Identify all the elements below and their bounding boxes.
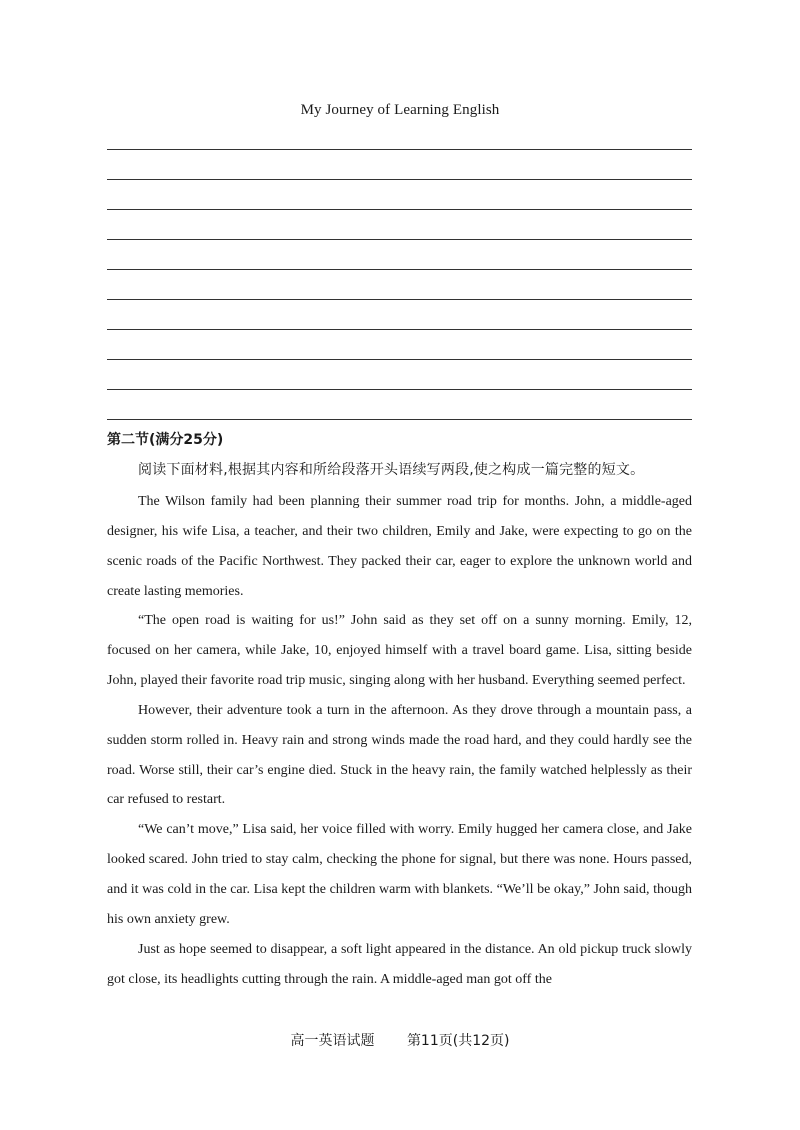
section-instruction: 阅读下面材料,根据其内容和所给段落开头语续写两段,使之构成一篇完整的短文。 bbox=[138, 462, 645, 478]
page-footer bbox=[0, 1030, 800, 1050]
writing-line bbox=[107, 209, 692, 210]
footer-page-number: 第11页(共12页) bbox=[406, 1033, 510, 1049]
writing-line bbox=[107, 329, 692, 330]
footer-subject: 高一英语试题 bbox=[290, 1033, 375, 1049]
passage-paragraph: “We can’t move,” Lisa said, her voice filled with worry. Emily hugged her camera close, and Jake looked scared. John tried to stay calm, checking the phone for signal, but there was none. Hours passed, and it was cold in the car. Lisa kept the children warm with blankets. “We’ll be okay,” John said, though his own anxiety grew. bbox=[107, 822, 692, 927]
writing-line bbox=[107, 269, 692, 270]
writing-line bbox=[107, 179, 692, 180]
essay-title: My Journey of Learning English bbox=[300, 102, 500, 118]
writing-line bbox=[107, 359, 692, 360]
writing-line bbox=[107, 239, 692, 240]
passage-paragraph: “The open road is waiting for us!” John said as they set off on a sunny morning. Emily, 12, focused on her camera, while Jake, 10, enjoyed himself with a travel board game. Lisa, sitting beside John, played their favorite road trip music, singing along with her husband. Everything seemed perfect. bbox=[107, 613, 692, 689]
passage-paragraph: The Wilson family had been planning their summer road trip for months. John, a middle-aged designer, his wife Lisa, a teacher, and their two children, Emily and Jake, were expecting to go on the scenic roads of the Pacific Northwest. They packed their car, eager to explore the unknown world and create lasting memories. bbox=[107, 494, 692, 599]
writing-line bbox=[107, 149, 692, 150]
writing-line bbox=[107, 299, 692, 300]
writing-line bbox=[107, 389, 692, 390]
section-heading: 第二节(满分25分) bbox=[107, 432, 224, 448]
passage-paragraph: Just as hope seemed to disappear, a soft light appeared in the distance. An old pickup truck slowly got close, its headlights cutting through the rain. A middle-aged man got off the bbox=[107, 941, 692, 987]
reading-passage bbox=[107, 487, 692, 994]
passage-paragraph: However, their adventure took a turn in the afternoon. As they drove through a mountain pass, a sudden storm rolled in. Heavy rain and strong winds made the road hard, and they could hardly see the road. Worse still, their car’s engine died. Stuck in the heavy rain, the family watched helplessly as their car refused to restart. bbox=[107, 702, 692, 808]
writing-line bbox=[107, 419, 692, 420]
